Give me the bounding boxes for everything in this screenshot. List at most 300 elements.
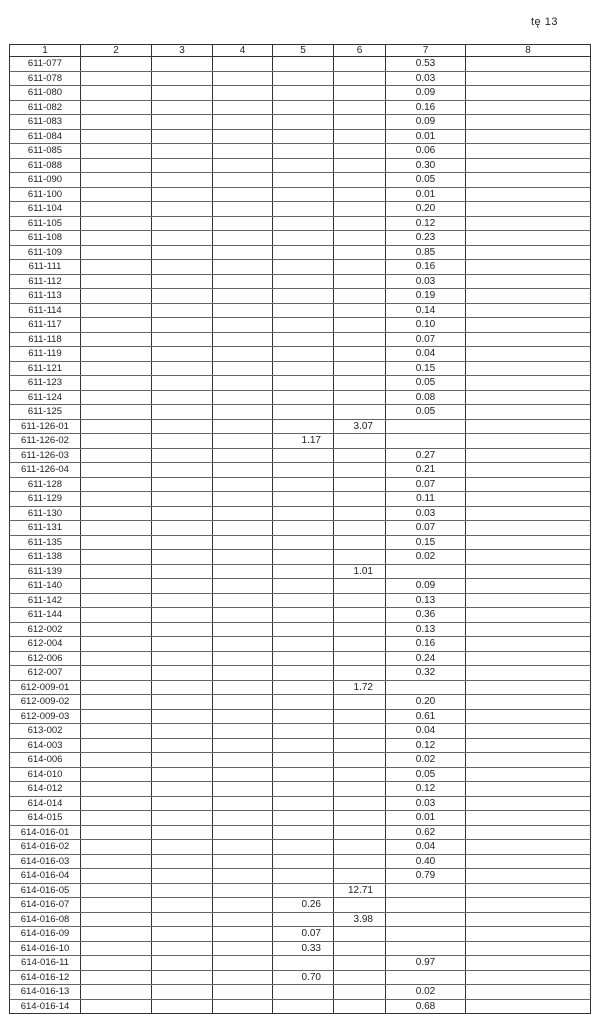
column-7-cell: 0.03 (386, 71, 466, 86)
column-7-cell (386, 564, 466, 579)
column-7-cell: 0.21 (386, 463, 466, 478)
empty-cell (152, 115, 213, 130)
empty-cell (466, 260, 591, 275)
column-7-cell: 0.19 (386, 289, 466, 304)
empty-cell (466, 144, 591, 159)
empty-cell (152, 680, 213, 695)
column-6-cell (334, 231, 386, 246)
column-6-cell (334, 767, 386, 782)
column-6-cell (334, 999, 386, 1014)
empty-cell (152, 318, 213, 333)
empty-cell (213, 202, 273, 217)
empty-cell (152, 521, 213, 536)
table-row (10, 767, 591, 782)
table-row (10, 492, 591, 507)
column-6-cell (334, 840, 386, 855)
column-5-cell (273, 245, 334, 260)
empty-cell (152, 144, 213, 159)
column-7-cell: 0.05 (386, 405, 466, 420)
column-7-cell: 0.62 (386, 825, 466, 840)
row-code-cell: 611-078 (10, 71, 81, 86)
row-code-cell: 611-113 (10, 289, 81, 304)
row-code-cell: 611-140 (10, 579, 81, 594)
empty-cell (152, 173, 213, 188)
empty-cell (466, 434, 591, 449)
column-6-cell (334, 622, 386, 637)
table-row (10, 622, 591, 637)
empty-cell (466, 129, 591, 144)
column-7-cell: 0.85 (386, 245, 466, 260)
empty-cell (81, 506, 152, 521)
column-7-cell: 0.02 (386, 985, 466, 1000)
row-code-cell: 612-006 (10, 651, 81, 666)
column-5-cell (273, 651, 334, 666)
empty-cell (81, 724, 152, 739)
row-code-cell: 614-016-12 (10, 970, 81, 985)
empty-cell (152, 289, 213, 304)
column-7-cell (386, 912, 466, 927)
column-5-cell (273, 71, 334, 86)
empty-cell (213, 912, 273, 927)
empty-cell (152, 753, 213, 768)
column-5-cell: 0.07 (273, 927, 334, 942)
column-6-cell (334, 666, 386, 681)
empty-cell (81, 390, 152, 405)
empty-cell (81, 956, 152, 971)
row-code-cell: 611-111 (10, 260, 81, 275)
column-7-cell: 0.09 (386, 579, 466, 594)
empty-cell (152, 840, 213, 855)
column-6-cell (334, 187, 386, 202)
empty-cell (213, 173, 273, 188)
empty-cell (152, 187, 213, 202)
empty-cell (213, 506, 273, 521)
empty-cell (466, 550, 591, 565)
column-5-cell (273, 202, 334, 217)
column-5-cell (273, 738, 334, 753)
empty-cell (81, 680, 152, 695)
column-6-cell (334, 738, 386, 753)
empty-cell (466, 390, 591, 405)
row-code-cell: 611-131 (10, 521, 81, 536)
empty-cell (152, 782, 213, 797)
row-code-cell: 611-138 (10, 550, 81, 565)
table-row (10, 158, 591, 173)
row-code-cell: 614-016-03 (10, 854, 81, 869)
row-code-cell: 614-015 (10, 811, 81, 826)
column-5-cell (273, 376, 334, 391)
empty-cell (213, 985, 273, 1000)
empty-cell (152, 927, 213, 942)
column-7-cell (386, 941, 466, 956)
empty-cell (213, 274, 273, 289)
empty-cell (466, 666, 591, 681)
empty-cell (466, 521, 591, 536)
column-7-cell: 0.12 (386, 782, 466, 797)
empty-cell (213, 100, 273, 115)
column-5-cell (273, 187, 334, 202)
row-code-cell: 614-016-08 (10, 912, 81, 927)
column-6-cell: 3.07 (334, 419, 386, 434)
empty-cell (81, 260, 152, 275)
column-6-cell (334, 144, 386, 159)
column-7-cell: 0.04 (386, 347, 466, 362)
empty-cell (81, 999, 152, 1014)
table-row (10, 71, 591, 86)
empty-cell (213, 680, 273, 695)
empty-cell (152, 492, 213, 507)
empty-cell (81, 753, 152, 768)
row-code-cell: 614-016-05 (10, 883, 81, 898)
empty-cell (466, 825, 591, 840)
column-6-cell (334, 216, 386, 231)
table-row (10, 57, 591, 72)
column-6-cell (334, 608, 386, 623)
column-6-cell (334, 173, 386, 188)
empty-cell (466, 608, 591, 623)
empty-cell (152, 608, 213, 623)
empty-cell (466, 173, 591, 188)
column-7-cell: 0.36 (386, 608, 466, 623)
column-7-cell: 0.53 (386, 57, 466, 72)
empty-cell (213, 999, 273, 1014)
empty-cell (213, 318, 273, 333)
column-5-cell: 1.17 (273, 434, 334, 449)
empty-cell (152, 506, 213, 521)
column-5-cell (273, 999, 334, 1014)
empty-cell (81, 57, 152, 72)
column-6-cell (334, 854, 386, 869)
row-code-cell: 614-006 (10, 753, 81, 768)
table-row (10, 680, 591, 695)
table-row (10, 840, 591, 855)
empty-cell (466, 927, 591, 942)
empty-cell (213, 231, 273, 246)
column-7-cell: 0.02 (386, 550, 466, 565)
empty-cell (466, 86, 591, 101)
empty-cell (213, 303, 273, 318)
empty-cell (466, 883, 591, 898)
empty-cell (81, 492, 152, 507)
table-row (10, 173, 591, 188)
row-code-cell: 611-104 (10, 202, 81, 217)
column-5-cell (273, 593, 334, 608)
empty-cell (152, 985, 213, 1000)
column-5-cell (273, 535, 334, 550)
empty-cell (81, 419, 152, 434)
column-5-cell (273, 709, 334, 724)
empty-cell (81, 187, 152, 202)
column-5-cell (273, 782, 334, 797)
empty-cell (213, 535, 273, 550)
column-5-cell (273, 622, 334, 637)
empty-cell (466, 274, 591, 289)
empty-cell (466, 912, 591, 927)
row-code-cell: 614-003 (10, 738, 81, 753)
empty-cell (466, 956, 591, 971)
column-6-cell (334, 593, 386, 608)
empty-cell (213, 216, 273, 231)
empty-cell (152, 535, 213, 550)
empty-cell (81, 289, 152, 304)
column-5-cell (273, 796, 334, 811)
column-6-cell (334, 260, 386, 275)
table-row (10, 477, 591, 492)
empty-cell (81, 651, 152, 666)
empty-cell (213, 115, 273, 130)
table-row (10, 202, 591, 217)
empty-cell (152, 216, 213, 231)
column-5-cell (273, 419, 334, 434)
row-code-cell: 612-009-01 (10, 680, 81, 695)
column-5-cell (273, 666, 334, 681)
column-7-cell: 0.30 (386, 158, 466, 173)
empty-cell (152, 579, 213, 594)
column-6-cell: 3.98 (334, 912, 386, 927)
column-5-cell (273, 332, 334, 347)
empty-cell (213, 767, 273, 782)
empty-cell (81, 637, 152, 652)
column-5-cell (273, 564, 334, 579)
empty-cell (466, 448, 591, 463)
empty-cell (466, 303, 591, 318)
empty-cell (152, 158, 213, 173)
empty-cell (152, 448, 213, 463)
empty-cell (466, 970, 591, 985)
column-5-cell (273, 956, 334, 971)
column-7-cell (386, 970, 466, 985)
empty-cell (81, 593, 152, 608)
column-6-cell (334, 361, 386, 376)
row-code-cell: 611-126-03 (10, 448, 81, 463)
column-6-cell (334, 506, 386, 521)
column-5-cell (273, 405, 334, 420)
table-row (10, 463, 591, 478)
column-7-cell: 0.03 (386, 796, 466, 811)
column-7-cell: 0.16 (386, 637, 466, 652)
empty-cell (466, 376, 591, 391)
table-row (10, 825, 591, 840)
column-7-cell (386, 680, 466, 695)
empty-cell (213, 144, 273, 159)
empty-cell (213, 622, 273, 637)
row-code-cell: 611-112 (10, 274, 81, 289)
empty-cell (152, 970, 213, 985)
column-5-cell (273, 144, 334, 159)
table-row (10, 506, 591, 521)
row-code-cell: 614-010 (10, 767, 81, 782)
column-6-cell (334, 927, 386, 942)
empty-cell (152, 637, 213, 652)
column-7-cell: 0.01 (386, 187, 466, 202)
column-6-cell (334, 782, 386, 797)
empty-cell (466, 724, 591, 739)
row-code-cell: 611-126-02 (10, 434, 81, 449)
empty-cell (466, 405, 591, 420)
row-code-cell: 611-100 (10, 187, 81, 202)
column-5-cell (273, 753, 334, 768)
row-code-cell: 611-085 (10, 144, 81, 159)
empty-cell (81, 666, 152, 681)
empty-cell (81, 941, 152, 956)
column-6-cell (334, 129, 386, 144)
table-row (10, 144, 591, 159)
empty-cell (213, 709, 273, 724)
column-5-cell (273, 869, 334, 884)
row-code-cell: 614-016-14 (10, 999, 81, 1014)
column-5-cell (273, 289, 334, 304)
row-code-cell: 614-016-13 (10, 985, 81, 1000)
column-5-cell (273, 912, 334, 927)
row-code-cell: 611-123 (10, 376, 81, 391)
empty-cell (466, 289, 591, 304)
column-7-cell: 0.03 (386, 274, 466, 289)
row-code-cell: 614-016-10 (10, 941, 81, 956)
empty-cell (152, 332, 213, 347)
column-header: 6 (334, 45, 386, 57)
table-row (10, 274, 591, 289)
column-6-cell (334, 579, 386, 594)
column-6-cell (334, 405, 386, 420)
column-5-cell (273, 303, 334, 318)
empty-cell (81, 274, 152, 289)
column-7-cell: 0.01 (386, 129, 466, 144)
empty-cell (213, 550, 273, 565)
column-5-cell (273, 724, 334, 739)
empty-cell (213, 941, 273, 956)
empty-cell (152, 477, 213, 492)
empty-cell (466, 231, 591, 246)
row-code-cell: 611-077 (10, 57, 81, 72)
column-5-cell (273, 390, 334, 405)
empty-cell (81, 912, 152, 927)
column-5-cell (273, 260, 334, 275)
column-7-cell: 0.07 (386, 521, 466, 536)
empty-cell (466, 753, 591, 768)
empty-cell (213, 927, 273, 942)
column-header: 4 (213, 45, 273, 57)
empty-cell (152, 622, 213, 637)
empty-cell (213, 753, 273, 768)
row-code-cell: 612-004 (10, 637, 81, 652)
empty-cell (213, 347, 273, 362)
column-6-cell (334, 811, 386, 826)
empty-cell (213, 129, 273, 144)
column-7-cell (386, 883, 466, 898)
column-7-cell: 0.23 (386, 231, 466, 246)
column-5-cell (273, 637, 334, 652)
row-code-cell: 611-108 (10, 231, 81, 246)
column-5-cell (273, 158, 334, 173)
empty-cell (213, 260, 273, 275)
table-row (10, 869, 591, 884)
empty-cell (213, 695, 273, 710)
column-6-cell (334, 158, 386, 173)
column-5-cell (273, 695, 334, 710)
column-6-cell (334, 869, 386, 884)
empty-cell (81, 477, 152, 492)
table-row (10, 970, 591, 985)
column-6-cell (334, 637, 386, 652)
empty-cell (152, 274, 213, 289)
column-7-cell: 0.07 (386, 477, 466, 492)
empty-cell (466, 115, 591, 130)
empty-cell (81, 173, 152, 188)
column-6-cell (334, 390, 386, 405)
empty-cell (466, 463, 591, 478)
column-7-cell: 0.05 (386, 376, 466, 391)
empty-cell (152, 303, 213, 318)
column-5-cell (273, 680, 334, 695)
empty-cell (81, 767, 152, 782)
empty-cell (213, 637, 273, 652)
column-5-cell: 0.70 (273, 970, 334, 985)
empty-cell (213, 245, 273, 260)
table-row (10, 100, 591, 115)
table-row (10, 129, 591, 144)
column-6-cell (334, 463, 386, 478)
empty-cell (213, 608, 273, 623)
column-7-cell: 0.12 (386, 738, 466, 753)
column-7-cell: 0.40 (386, 854, 466, 869)
column-6-cell (334, 100, 386, 115)
table-row (10, 260, 591, 275)
empty-cell (81, 129, 152, 144)
row-code-cell: 614-016-04 (10, 869, 81, 884)
empty-cell (213, 419, 273, 434)
table-row (10, 956, 591, 971)
empty-cell (152, 405, 213, 420)
column-5-cell (273, 448, 334, 463)
column-5-cell (273, 550, 334, 565)
empty-cell (152, 898, 213, 913)
column-7-cell: 0.13 (386, 622, 466, 637)
column-6-cell (334, 434, 386, 449)
column-7-cell: 0.11 (386, 492, 466, 507)
empty-cell (152, 129, 213, 144)
empty-cell (213, 564, 273, 579)
table-row (10, 332, 591, 347)
column-7-cell: 0.08 (386, 390, 466, 405)
column-6-cell (334, 941, 386, 956)
column-5-cell (273, 883, 334, 898)
empty-cell (152, 956, 213, 971)
empty-cell (81, 100, 152, 115)
row-code-cell: 611-080 (10, 86, 81, 101)
empty-cell (213, 811, 273, 826)
table-row (10, 564, 591, 579)
empty-cell (466, 985, 591, 1000)
row-code-cell: 614-014 (10, 796, 81, 811)
table-row (10, 883, 591, 898)
empty-cell (152, 347, 213, 362)
empty-cell (81, 608, 152, 623)
column-6-cell (334, 274, 386, 289)
empty-cell (152, 825, 213, 840)
column-5-cell: 0.33 (273, 941, 334, 956)
empty-cell (213, 840, 273, 855)
column-6-cell (334, 970, 386, 985)
empty-cell (152, 999, 213, 1014)
empty-cell (81, 361, 152, 376)
table-row (10, 695, 591, 710)
empty-cell (81, 318, 152, 333)
column-6-cell (334, 825, 386, 840)
table-row (10, 579, 591, 594)
empty-cell (466, 738, 591, 753)
table-row (10, 724, 591, 739)
table-row (10, 898, 591, 913)
